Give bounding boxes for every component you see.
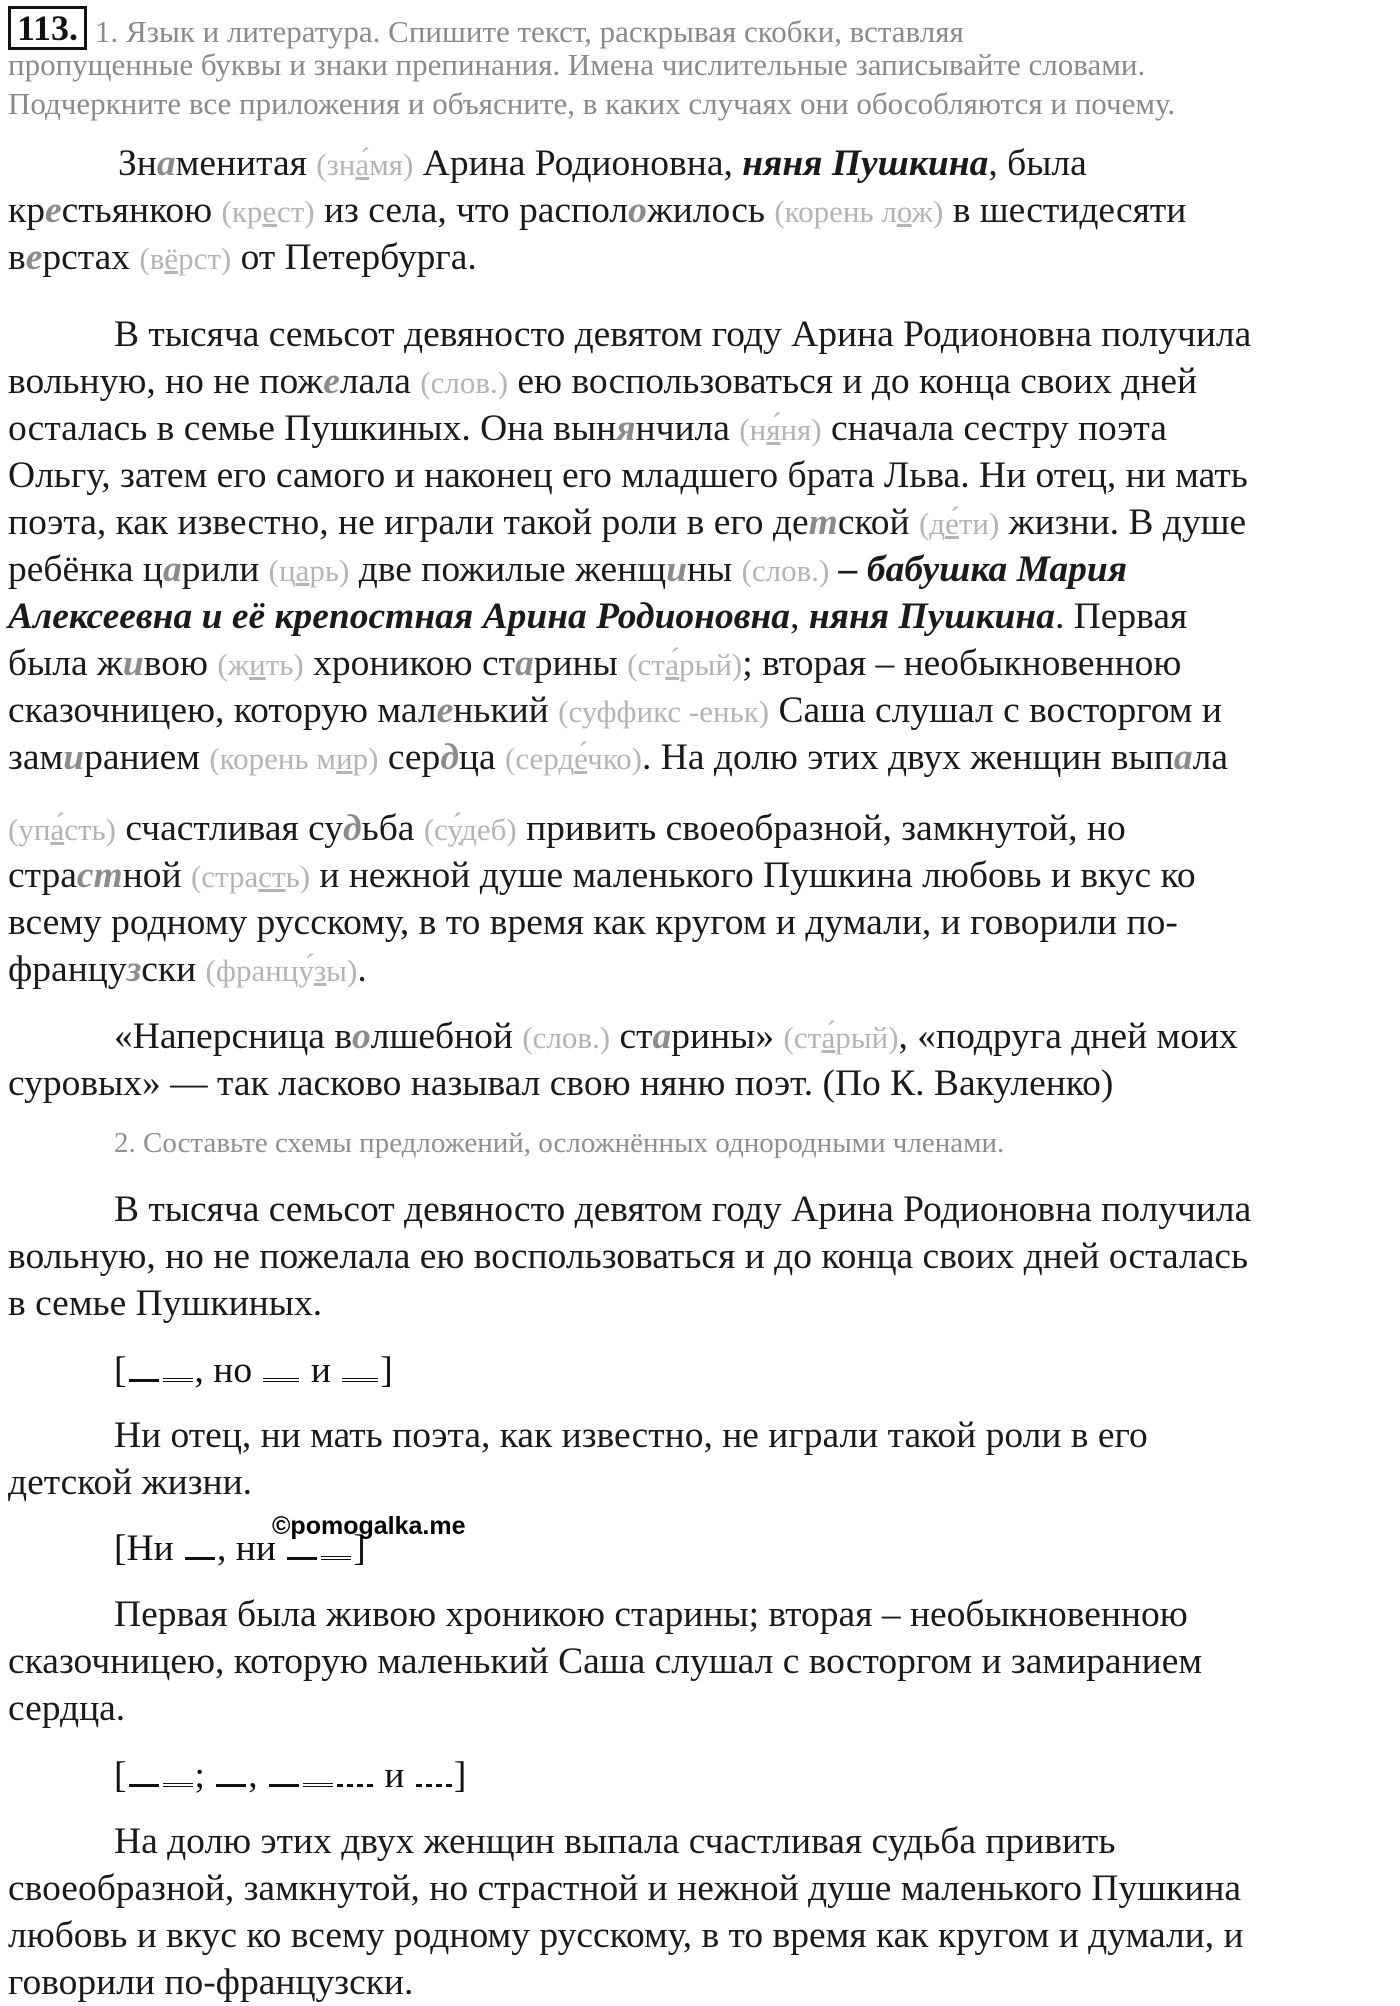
- scheme-1: [ , но и ]: [114, 1350, 393, 1391]
- p1-line-3: верстах (вёрст) от Петербурга.: [8, 237, 477, 278]
- watermark: ©pomogalka.me: [272, 1512, 466, 1540]
- p2-line-4: Ольгу, затем его самого и наконец его младшего брата Льва. Ни отец, ни мать: [8, 455, 1248, 496]
- task-line-3: Подчеркните все приложения и объясните, в каких случаях они обособляются и почему.: [8, 86, 1176, 121]
- s3-line-3: сердца.: [8, 1688, 126, 1729]
- p2-line-12: страстной (страсть) и нежной душе маленького Пушкина любовь и вкус ко: [8, 855, 1196, 896]
- s3-line-1: Первая была живою хроникою старины; вторая – необыкновенною: [114, 1594, 1188, 1635]
- p1-line-2: крестьянкою (крест) из села, что расположилось (корень лож) в шестидесяти: [8, 190, 1187, 231]
- s4-line-4: говорили по-французски.: [8, 1962, 414, 2003]
- p2-line-7: Алексеевна и её крепостная Арина Родионовна, няня Пушкина. Первая: [8, 596, 1188, 637]
- p2-line-8: была живою (жить) хроникою старины (ста́рый); вторая – необыкновенною: [8, 643, 1182, 684]
- s3-line-2: сказочницею, которую маленький Саша слушал с восторгом и замиранием: [8, 1641, 1203, 1682]
- p1-line-1: Знаменитая (зна́мя) Арина Родионовна, няня Пушкина, была: [118, 143, 1087, 184]
- s4-line-2: своеобразной, замкнутой, но страстной и нежной душе маленького Пушкина: [8, 1868, 1242, 1909]
- p2-line-2: вольную, но не пожелала (слов.) ею воспользоваться и до конца своих дней: [8, 361, 1198, 402]
- p2-line-10: замиранием (корень мир) сердца (серде́чко). На долю этих двух женщин выпала: [8, 737, 1228, 778]
- s2-line-1: Ни отец, ни мать поэта, как известно, не играли такой роли в его: [114, 1415, 1148, 1456]
- task-line-1: 113. 1. Язык и литература. Спишите текст, раскрывая скобки, вставляя: [8, 6, 1392, 51]
- task-line-2: пропущенные буквы и знаки препинания. Имена числительные записывайте словами.: [8, 47, 1146, 82]
- s4-line-3: любовь и вкус ко всему родному русскому, в то время как кругом и думали, и: [8, 1915, 1244, 1956]
- s4-line-1: На долю этих двух женщин выпала счастливая судьба привить: [114, 1821, 1116, 1862]
- p2-line-11: (упа́сть) счастливая судьба (су́деб) привить своеобразной, замкнутой, но: [8, 808, 1126, 849]
- p2-line-13: всему родному русскому, в то время как кругом и думали, и говорили по-: [8, 902, 1178, 943]
- s1-line-1: В тысяча семьсот девяносто девятом году Арина Родионовна получила: [114, 1189, 1252, 1230]
- p2-line-6: ребёнка царили (царь) две пожилые женщины (слов.) – бабушка Мария: [8, 549, 1128, 590]
- s2-line-2: детской жизни.: [8, 1462, 253, 1503]
- p2-line-5: поэта, как известно, не играли такой роли в его детской (де́ти) жизни. В душе: [8, 502, 1247, 543]
- p2-line-14: французски (францу́зы).: [8, 949, 367, 990]
- p3-line-1: «Наперсница волшебной (слов.) старины» (ста́рый), «подруга дней моих: [114, 1016, 1238, 1057]
- task-2-instruction: 2. Составьте схемы предложений, осложнённых однородными членами.: [114, 1127, 1005, 1159]
- p2-line-1: В тысяча семьсот девяносто девятом году Арина Родионовна получила: [114, 314, 1252, 355]
- p3-line-2: суровых» — так ласково называл свою няню поэт. (По К. Вакуленко): [8, 1063, 1114, 1104]
- s1-line-3: в семье Пушкиных.: [8, 1283, 323, 1324]
- scheme-3: [ ; , и ]: [114, 1755, 467, 1796]
- p2-line-3: осталась в семье Пушкиных. Она вынянчила (ня́ня) сначала сестру поэта: [8, 408, 1167, 449]
- p2-line-9: сказочницею, которую маленький (суффикс -еньк) Саша слушал с восторгом и: [8, 690, 1222, 731]
- exercise-number: 113.: [8, 6, 87, 50]
- s1-line-2: вольную, но не пожелала ею воспользоваться и до конца своих дней осталась: [8, 1236, 1249, 1277]
- scheme-2: [Ни , ни ]: [114, 1528, 366, 1569]
